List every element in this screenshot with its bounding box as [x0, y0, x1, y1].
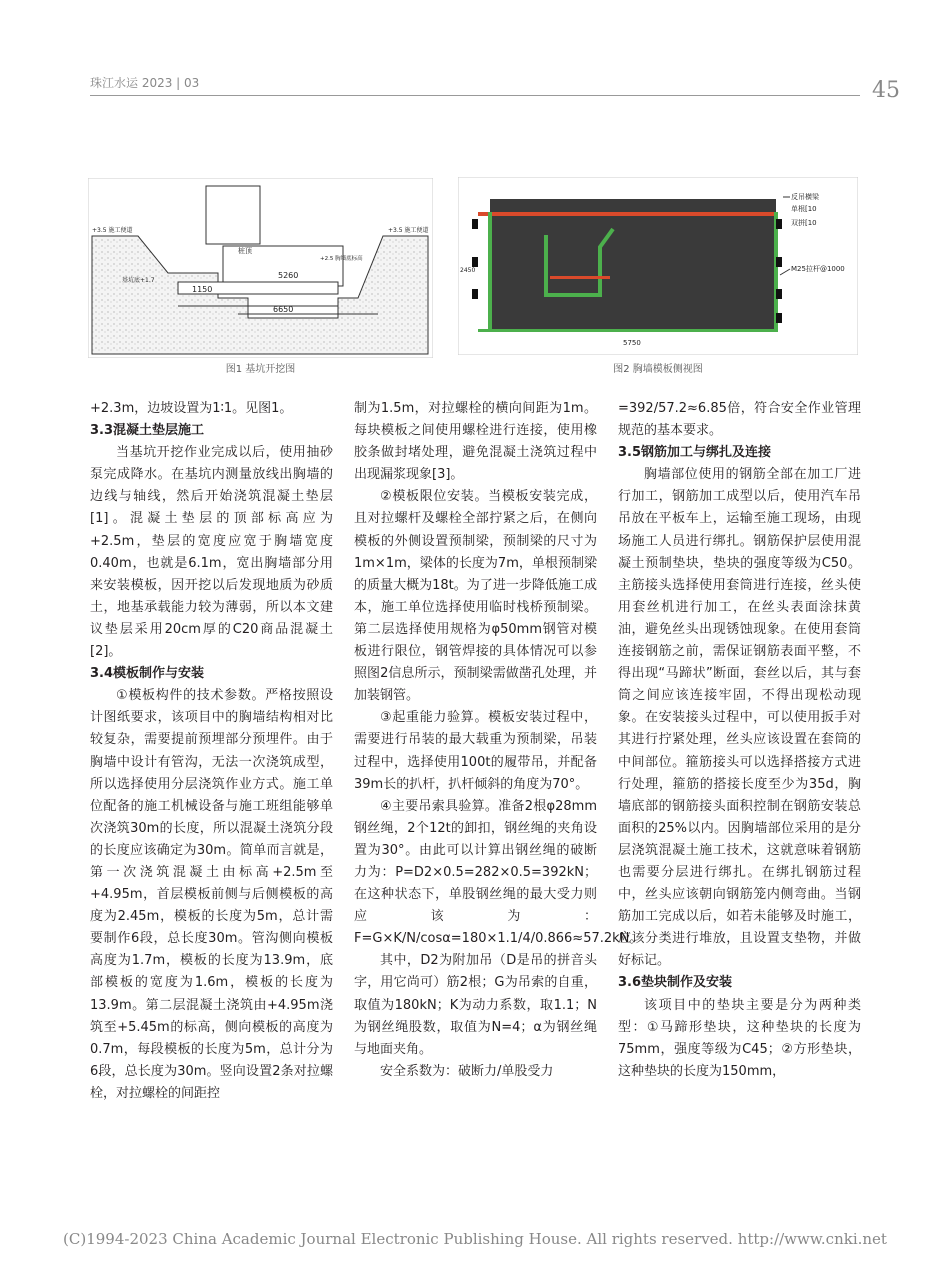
fig1-dim-left: 1150 — [192, 285, 213, 294]
col2-para-4: 其中，D2为附加吊（D是吊的拼音头字，用它尚可）筋2根；G为吊索的自重，取值为180kN；K为动力系数，取1.1；N为钢丝绳股数，取值为N=4；α为钢丝绳与地面夹角。 — [354, 953, 597, 1057]
figure-1-caption: 图1 基坑开挖图 — [225, 364, 296, 375]
col2-para-5: 安全系数为：破断力/单股受力 — [380, 1063, 554, 1079]
col3-para-2: 胸墙部位使用的钢筋全部在加工厂进行加工，钢筋加工成型以后，使用汽车吊吊放在平板车上，运输至施工现场，由现场施工人员进行绑扎。钢筋保护层使用混凝土预制垫块，垫块的强度等级为C50。主筋接头选择使用套筒进行连接，丝头使用套丝机进行加工，在丝头表面涂抹黄油，避免丝头出现锈蚀现象。在使用套筒连接钢筋之前，需保证钢筋表面平整，不得出现“马蹄状”断面，套丝以后，其与套筒之间应该连接牢固，不得出现松动现象。在安装接头过程中，可以使用扳手对其进行拧紧处理，丝头应该设置在套筒的中间部位。箍筋接头可以选择搭接方式进行处理，箍筋的搭接长度至少为35d，胸墙底部的钢筋接头面积控制在钢筋安装总面积的25%以内。因胸墙部位采用的是分层浇筑混凝土施工技术，这就意味着钢筋也需要分层进行绑扎。在绑扎钢筋过程中，丝头应该朝向钢筋笼内侧弯曲。当钢筋加工完成以后，如若未能够及时施工，应该分类进行堆放，且设置支垫物，并做好标记。 — [618, 467, 861, 969]
figure-2-formwork-side-view — [458, 177, 858, 355]
copyright-footer: (C)1994-2023 China Academic Journal Electronic Publishing House. All rights reserved. http://www.cnki.net — [63, 1230, 887, 1248]
section-heading-3-4: 3.4模板制作与安装 — [90, 666, 205, 682]
col3-para-4: 该项目中的垫块主要是分为两种类型：①马蹄形垫块，这种垫块的长度为75mm，强度等级为C45；②方形垫块，这种垫块的长度为150mm， — [618, 997, 861, 1079]
column-1 — [90, 398, 333, 1105]
fig2-dim-left-total: 2450 — [460, 267, 476, 274]
column-2 — [354, 398, 643, 1083]
col3-para-0: =392/57.2≈6.85倍，符合安全作业管理规范的基本要求。 — [618, 401, 861, 439]
col1-para-0: +2.3m，边坡设置为1∶1。见图1。 — [90, 401, 293, 416]
col1-para-4: ①模板构件的技术参数。严格按照设计图纸要求，该项目中的胸墙结构相对比较复杂，需要提前预埋部分预埋件。由于胸墙中设计有管沟，无法一次浇筑成型，所以选择使用分层浇筑作业方式。施工单位配备的施工机械设备与施工班组能够单次浇筑30m的长度，所以混凝土浇筑分段的长度应该确定为30m。简单而言就是，第一次浇筑混凝土由标高+2.5m至+4.95m，首层模板前侧与后侧模板的高度为2.45m，模板的长度为5m，总计需要制作6段，总长度30m。管沟侧向模板高度为1.7m，模板的长度为13.9m，底部模板的宽度为1.6m，模板的长度为13.9m。第二层混凝土浇筑由+4.95m浇筑至+5.45m的标高，侧向模板的高度为0.7m，每段模板的长度为5m，总计分为6段，总长度为30m。竖向设置2条对拉螺栓，对拉螺栓的间距控 — [90, 688, 333, 1101]
col2-para-2: ③起重能力验算。模板安装过程中，需要进行吊装的最大载重为预制梁，吊装过程中，选择使用100t的履带吊，并配备39m长的扒杆，扒杆倾斜的角度为70°。 — [354, 710, 597, 792]
fig1-dim-total: 6650 — [273, 305, 294, 314]
section-heading-3-3: 3.3混凝土垫层施工 — [90, 423, 205, 439]
col2-para-0: 制为1.5m，对拉螺栓的横向间距为1m。每块模板之间使用螺栓进行连接，使用橡胶条做封堵处理，避免混凝土浇筑过程中出现漏浆现象[3]。 — [354, 401, 597, 483]
figure-1-excavation-diagram — [88, 178, 433, 358]
figure-2-caption: 图2 胸墙模板侧视图 — [613, 364, 703, 375]
fig1-pile-label: 桩顶 — [238, 247, 252, 255]
fig1-cushion-label: +2.5 胸墙底标高 — [320, 256, 363, 262]
fig2-legend-0: 反吊横梁 — [791, 193, 819, 201]
col1-para-2: 当基坑开挖作业完成以后，使用抽砂泵完成降水。在基坑内测量放线出胸墙的边线与轴线，然后开始浇筑混凝土垫层[1]。混凝土垫层的顶部标高应为+2.5m，垫层的宽度应宽于胸墙宽度0.40m，也就是6.1m，宽出胸墙部分用来安装模板，因开挖以后发现地质为砂质土，地基承载能力较为薄弱，所以本文建议垫层采用20cm厚的C20商品混凝土[2]。 — [90, 445, 333, 660]
fig1-dim-mid: 5260 — [278, 271, 299, 280]
col2-para-3: ④主要吊索具验算。准备2根φ28mm钢丝绳，2个12t的卸扣，钢丝绳的夹角设置为30°。由此可以计算出钢丝绳的破断力为：P=D2×0.5=282×0.5=392kN；在这种状态下，单股钢丝绳的最大受力则应该为：F=G×K/N/cosα=180×1.1/4/0.866≈57.2kN。 — [354, 798, 643, 947]
journal-header: 珠江水运 2023 | 03 — [90, 76, 200, 90]
column-3 — [618, 398, 861, 1083]
fig2-dim-bottom: 5750 — [623, 339, 641, 347]
section-heading-3-5: 3.5钢筋加工与绑扎及连接 — [618, 445, 772, 461]
header-rule — [90, 95, 860, 96]
fig2-legend-1: 单根[10 — [791, 205, 817, 213]
fig1-road-left: +3.5 施工便道 — [92, 227, 133, 234]
page-number: 45 — [872, 78, 900, 103]
col2-para-1: ②模板限位安装。当模板安装完成，且对拉螺杆及螺栓全部拧紧之后，在侧向模板的外侧设置预制梁，预制梁的尺寸为1m×1m，梁体的长度为7m，单根预制梁的质量大概为18t。为了进一步降低施工成本，施工单位选择使用临时栈桥预制梁。第二层选择使用规格为φ50mm钢管对模板进行限位，钢管焊接的具体情况可以参照图2信息所示，预制梁需做凿孔处理，并加装钢管。 — [354, 489, 597, 704]
fig2-legend-2: 双拼[10 — [791, 219, 817, 227]
fig2-legend-3: M25拉杆@1000 — [791, 265, 845, 273]
fig1-road-right: +3.5 施工便道 — [388, 227, 429, 234]
fig1-bottom-label: 基坑底+1.7 — [122, 277, 155, 284]
section-heading-3-6: 3.6垫块制作及安装 — [618, 975, 733, 991]
